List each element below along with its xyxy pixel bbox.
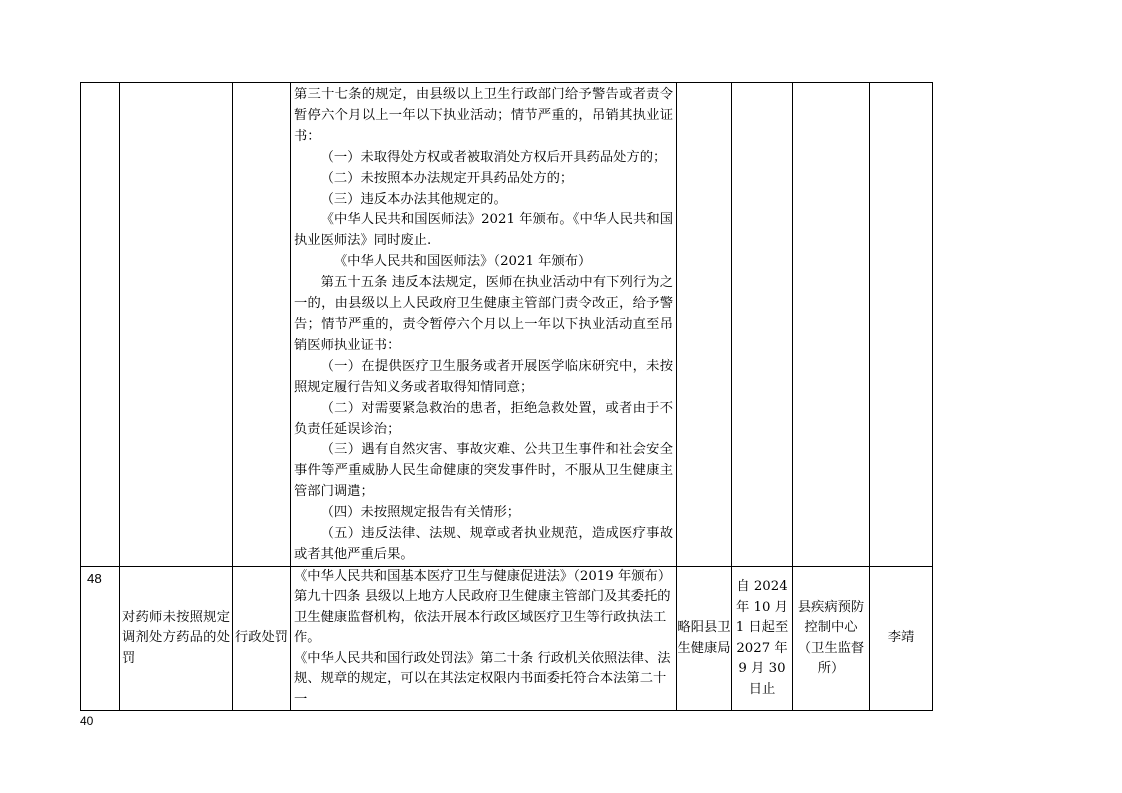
entrusted-organization: 县疾病预防控制中心（卫生监督所）: [793, 566, 870, 711]
responsible-person: 李靖: [870, 566, 933, 711]
law-paragraph: （二）对需要紧急救治的患者，拒绝急救处置，或者由于不负责任延误诊治；: [294, 400, 673, 437]
person-cell: [870, 83, 933, 567]
law-paragraph: （三）违反本办法其他规定的。: [320, 191, 507, 207]
legal-basis-cell: [291, 83, 677, 567]
entrusted-org-cell: [793, 83, 870, 567]
page-number: 40: [80, 714, 94, 728]
item-cell: [120, 83, 233, 567]
item-name: 对药师未按照规定调剂处方药品的处罚: [120, 566, 233, 711]
law-paragraph: （一）未取得处方权或者被取消处方权后开具药品处方的；: [320, 149, 667, 165]
entrustment-table: [80, 82, 933, 711]
law-paragraph: （三）遇有自然灾害、事故灾难、公共卫生事件和社会安全事件等严重威胁人民生命健康的突发事件时，不服从卫生健康主管部门调遣；: [294, 442, 673, 500]
law-paragraph: （五）违反法律、法规、规章或者执业规范，造成医疗事故或者其他严重后果。: [294, 526, 673, 562]
authority-cell: [677, 83, 732, 567]
period-cell: [732, 83, 793, 567]
law-paragraph: 《中华人民共和国医师法》（2021 年颁布）: [333, 254, 592, 270]
entrustment-period: 自 2024 年 10 月 1 日起至 2027 年 9 月 30 日止: [732, 566, 793, 711]
table-row: [81, 83, 933, 567]
law-paragraph: 第三十七条的规定，由县级以上卫生行政部门给予警告或者责令暂停六个月以上一年以下执业活动；情节严重的，吊销其执业证书：: [294, 87, 673, 144]
law-paragraph: 《中华人民共和国基本医疗卫生与健康促进法》（2019 年颁布）第九十四条 县级以上地方人民政府卫生健康主管部门及其委托的卫生健康监督机构，依法开展本行政区域医疗卫生等行政执法工作。: [294, 568, 672, 646]
item-category: 行政处罚: [233, 566, 291, 711]
law-paragraph: 《中华人民共和国行政处罚法》第二十条 行政机关依照法律、法规、规章的规定，可以在其法定权限内书面委托符合本法第二十一: [294, 650, 671, 707]
law-paragraph: （二）未按照本办法规定开具药品处方的；: [320, 170, 574, 186]
item-number: 48: [81, 566, 120, 711]
law-paragraph: 《中华人民共和国医师法》2021 年颁布。《中华人民共和国执业医师法》同时废止.: [294, 212, 673, 249]
law-paragraph: （一）在提供医疗卫生服务或者开展医学临床研究中，未按照规定履行告知义务或者取得知情同意；: [294, 358, 673, 395]
law-paragraph: 第五十五条 违反本法规定，医师在执业活动中有下列行为之一的，由县级以上人民政府卫生健康主管部门责令改正，给予警告；情节严重的，责令暂停六个月以上一年以下执业活动直至吊销医师执业证书：: [294, 275, 673, 353]
category-cell: [233, 83, 291, 567]
legal-basis-cell: [291, 566, 677, 711]
table-row: [81, 566, 933, 711]
law-paragraph: （四）未按照规定报告有关情形；: [320, 505, 521, 521]
entrusting-authority: 略阳县卫生健康局: [677, 566, 732, 711]
number-cell: [81, 83, 120, 567]
